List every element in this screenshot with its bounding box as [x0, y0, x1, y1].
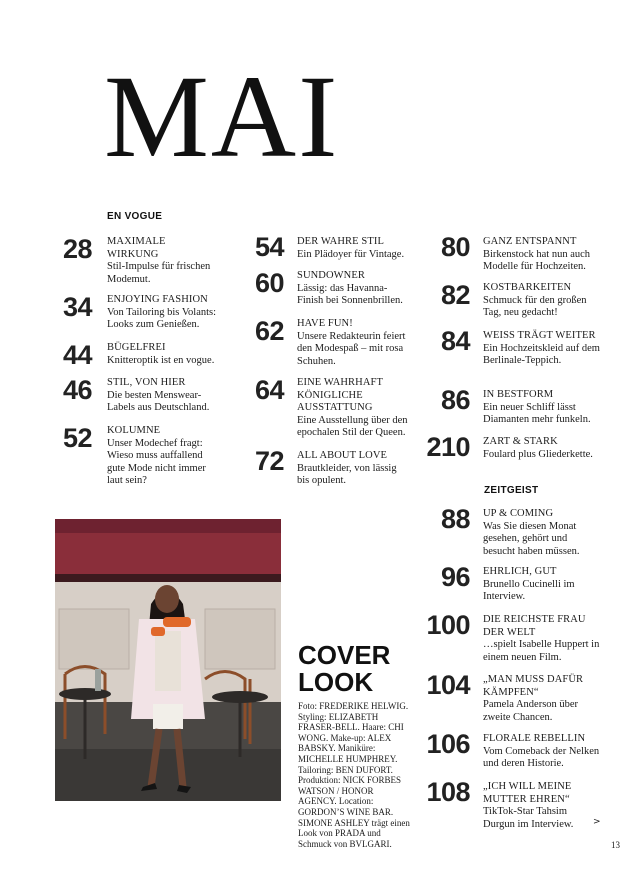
toc-title: ALL ABOUT LOVE	[297, 450, 388, 461]
page-number: 64	[254, 375, 284, 405]
toc-title: MAXIMALE WIRKUNG	[107, 236, 166, 260]
page-number: 210	[426, 432, 470, 462]
page-number: 28	[62, 234, 92, 264]
toc-title: ZART & STARK	[483, 436, 558, 447]
toc-description: Unser Modechef fragt: Wieso muss auffallend gute Mode nicht immer laut sein?	[107, 437, 206, 487]
toc-text	[483, 781, 593, 831]
toc-title: SUNDOWNER	[297, 270, 365, 281]
toc-title: BÜGELFREI	[107, 342, 166, 353]
toc-description: Knitteroptik ist en vogue.	[107, 354, 215, 366]
toc-description: Eine Ausstellung über den epochalen Stil der Queen.	[297, 414, 408, 439]
toc-text	[297, 450, 409, 488]
page-number: 60	[254, 268, 284, 298]
cover-credits: Foto: FREDERIKE HELWIG. Styling: ELIZABETH FRASER-BELL. Haare: CHI WONG. Make-up: ALEX BABSKY. Maniküre: MICHELLE HUMPHREY. Tailoring: BEN DUFORT. Produktion: NICK FORBES WATSON / HONOR AGENCY. Location: GORDON’S WINE BAR. SIMONE ASHLEY trägt einen Look von PRADA und Schmuck von BVLGARI.	[298, 701, 410, 849]
toc-description: Brautkleider, von lässig bis opulent.	[297, 462, 397, 487]
cover-photo-illustration	[55, 519, 281, 801]
toc-text	[297, 377, 415, 440]
toc-description: Birkenstock hat nun auch Modelle für Hochzeiten.	[483, 248, 591, 273]
toc-title: DER WAHRE STIL	[297, 236, 384, 247]
page-number: 100	[426, 610, 470, 640]
toc-title: KOLUMNE	[107, 425, 161, 436]
toc-text	[483, 733, 607, 771]
page-number: 82	[440, 280, 470, 310]
toc-text	[107, 342, 219, 367]
toc-title: WEISS TRÄGT WEITER	[483, 330, 596, 341]
toc-description: Was Sie diesen Monat gesehen, gehört und besucht haben müssen.	[483, 520, 580, 557]
toc-title: EINE WAHRHAFT KÖNIGLICHE AUSSTATTUNG	[297, 377, 383, 414]
page-number: 84	[440, 326, 470, 356]
cover-photo	[55, 519, 281, 801]
page-number: 54	[254, 232, 284, 262]
section-zeitgeist: ZEITGEIST	[484, 485, 539, 496]
toc-title: ENJOYING FASHION	[107, 294, 208, 305]
page-number: 104	[426, 670, 470, 700]
toc-text	[483, 436, 603, 461]
toc-description: Von Tailoring bis Volants: Looks zum Genießen.	[107, 306, 217, 331]
toc-description: Ein neuer Schliff lässt Diamanten mehr funkeln.	[483, 401, 591, 426]
toc-text	[297, 236, 411, 261]
page-number: 52	[62, 423, 92, 453]
page-number: 108	[426, 777, 470, 807]
toc-description: Foulard plus Gliederkette.	[483, 448, 593, 460]
toc-description: Pamela Anderson über zweite Chancen.	[483, 699, 579, 723]
toc-description: Stil-Impulse für frischen Modemut.	[107, 261, 211, 285]
toc-description: Ein Hochzeitskleid auf dem Berlinale-Teppich.	[483, 342, 600, 367]
toc-text	[483, 389, 603, 427]
toc-text	[483, 566, 599, 604]
toc-description: Lässig: das Havanna-Finish bei Sonnenbrillen.	[297, 282, 403, 307]
page-number: 62	[254, 316, 284, 346]
toc-description: Ein Plädoyer für Vintage.	[297, 248, 405, 260]
next-page-arrow-icon[interactable]: >	[593, 817, 601, 827]
toc-text	[483, 614, 607, 664]
toc-description: Die besten Menswear-Labels aus Deutschland.	[107, 389, 210, 414]
toc-description: Unsere Redakteurin feiert den Modespaß – mit rosa Schuhen.	[297, 330, 406, 367]
cover-look-title: COVER LOOK	[298, 640, 391, 697]
toc-title: STIL, VON HIER	[107, 377, 186, 388]
toc-title: FLORALE REBELLIN	[483, 733, 586, 744]
toc-text	[483, 330, 603, 368]
toc-text	[483, 508, 599, 558]
toc-text	[297, 270, 409, 308]
section-en-vogue: EN VOGUE	[107, 211, 163, 222]
toc-title: IN BESTFORM	[483, 389, 554, 400]
page-number: 46	[62, 375, 92, 405]
toc-text	[107, 236, 217, 286]
page-number: 72	[254, 446, 284, 476]
toc-title: KOSTBARKEITEN	[483, 282, 572, 293]
toc-description: TikTok-Star Tahsim Durgun im Interview.	[483, 806, 574, 830]
toc-title: „ICH WILL MEINE MUTTER EHREN“	[483, 781, 572, 805]
toc-text	[297, 318, 407, 368]
toc-title: UP & COMING	[483, 508, 554, 519]
toc-text	[483, 282, 601, 320]
page-number: 96	[440, 562, 470, 592]
page-number: 88	[440, 504, 470, 534]
toc-description: Brunello Cucinelli im Interview.	[483, 578, 575, 603]
masthead-title: MAI	[104, 51, 340, 182]
toc-text	[107, 377, 219, 415]
page-number: 80	[440, 232, 470, 262]
page-number: 44	[62, 340, 92, 370]
toc-description: Vom Comeback der Nelken und deren Historie.	[483, 745, 600, 770]
toc-text	[107, 425, 215, 488]
toc-title: DIE REICHSTE FRAU DER WELT	[483, 614, 586, 638]
page-number: 34	[62, 292, 92, 322]
toc-title: GANZ ENTSPANNT	[483, 236, 577, 247]
toc-description: …spielt Isabelle Huppert in einem neuen Film.	[483, 639, 600, 663]
toc-text	[107, 294, 219, 332]
page-number: 106	[426, 729, 470, 759]
toc-title: EHRLICH, GUT	[483, 566, 557, 577]
toc-description: Schmuck für den großen Tag, neu gedacht!	[483, 294, 587, 319]
toc-text	[483, 674, 599, 724]
toc-title: „MAN MUSS DAFÜR KÄMPFEN“	[483, 674, 584, 698]
toc-title: HAVE FUN!	[297, 318, 353, 329]
folio-page-number: 13	[611, 840, 620, 850]
page-number: 86	[440, 385, 470, 415]
toc-text	[483, 236, 607, 274]
